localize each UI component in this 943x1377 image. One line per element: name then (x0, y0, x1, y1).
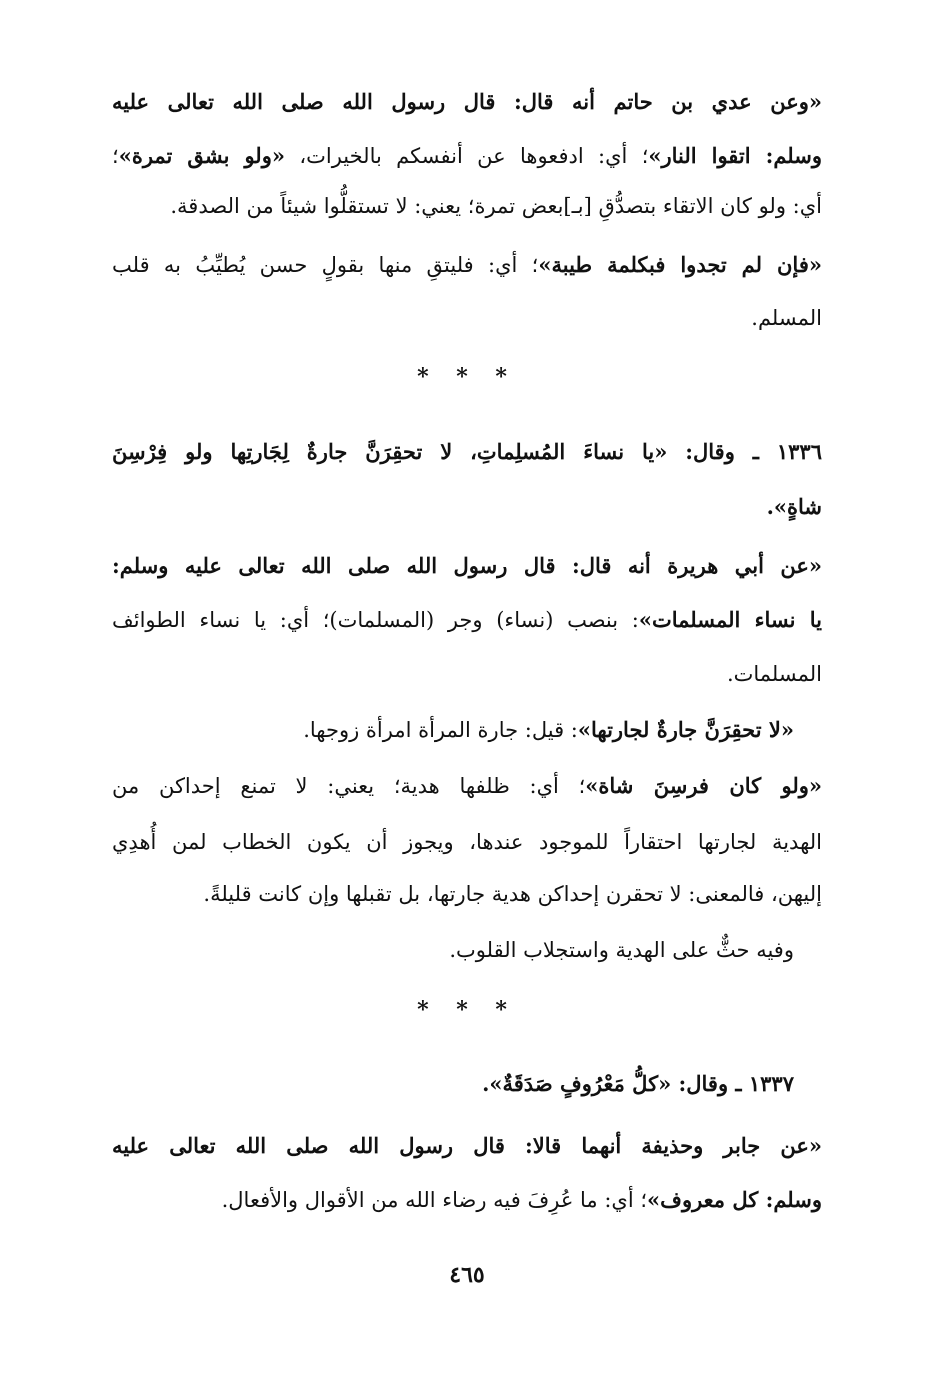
text-line-p8-l0: «عن جابر وحذيفة أنهما قالا: قال رسول الله صلى الله تعالى عليه (112, 1133, 822, 1158)
text-line-p3-l1: يا نساء المسلمات»: بنصب (نساء) وجر (المسلمات)؛ أي: يا نساء الطوائف (112, 607, 822, 632)
text-line-p3-l2: المسلمات. (726, 662, 822, 686)
text-line-p1-l1: المسلم. (751, 306, 822, 330)
text-line-p4-l0: «لا تحقِرَنَّ جارةٌ لجارتها»: قيل: جارة المرأة امرأة زوجها. (303, 717, 794, 742)
page-number: ٤٦٥ (449, 1262, 485, 1288)
text-line-p5-l1: الهدية لجارتها احتقاراً للموجود عندها، ويجوز أن يكون الخطاب لمن أُهدِي (112, 830, 822, 854)
text-line-p1-l0: «فإن لم تجدوا فبكلمة طيبة»؛ أي: فليتقِ منها بقولٍ حسن يُطيِّبُ به قلب (112, 252, 822, 277)
section-separator: * * * (417, 997, 517, 1023)
text-line-p5-l2: إليهن، فالمعنى: لا تحقرن إحداكن هدية جارتها، بل تقبلها وإن كانت قليلةً. (203, 882, 822, 906)
text-line-p8-l1: وسلم: كل معروف»؛ أي: ما عُرِفَ فيه رضاء الله من الأقوال والأفعال. (221, 1187, 822, 1212)
section-separator: * * * (417, 364, 517, 390)
text-line-p2-l1: شاةٍ». (766, 494, 822, 519)
text-line-p5-l0: «ولو كان فرسِنَ شاة»؛ أي: ظلفها هدية؛ يعني: لا تمنع إحداكن من (112, 773, 823, 798)
text-line-p6-l0: وفيه حثٌّ على الهدية واستجلاب القلوب. (449, 938, 794, 962)
document-page (112, 0, 822, 1377)
text-line-p0-l0: «وعن عدي بن حاتم أنه قال: قال رسول الله صلى الله تعالى عليه (112, 89, 822, 114)
hadith-heading-1336: ١٣٣٦ ـ وقال: «يا نساءَ المُسلِماتِ، لا تحقِرَنَّ جارةٌ لِجَارتِها ولو فِرْسِنَ (112, 439, 822, 464)
hadith-heading-1337: ١٣٣٧ ـ وقال: «كلُّ مَعْرُوفٍ صَدَقَةٌ». (482, 1071, 794, 1096)
text-line-p0-l2: أي: ولو كان الاتقاء بتصدُّقِ [بـ]بعض تمرة؛ يعني: لا تستقلُّوا شيئاً من الصدقة. (170, 194, 822, 218)
text-line-p3-l0: «عن أبي هريرة أنه قال: قال رسول الله صلى الله تعالى عليه وسلم: (112, 553, 822, 578)
text-line-p0-l1: وسلم: اتقوا النار»؛ أي: ادفعوها عن أنفسكم بالخيرات، «ولو بشق تمرة»؛ (112, 143, 822, 168)
